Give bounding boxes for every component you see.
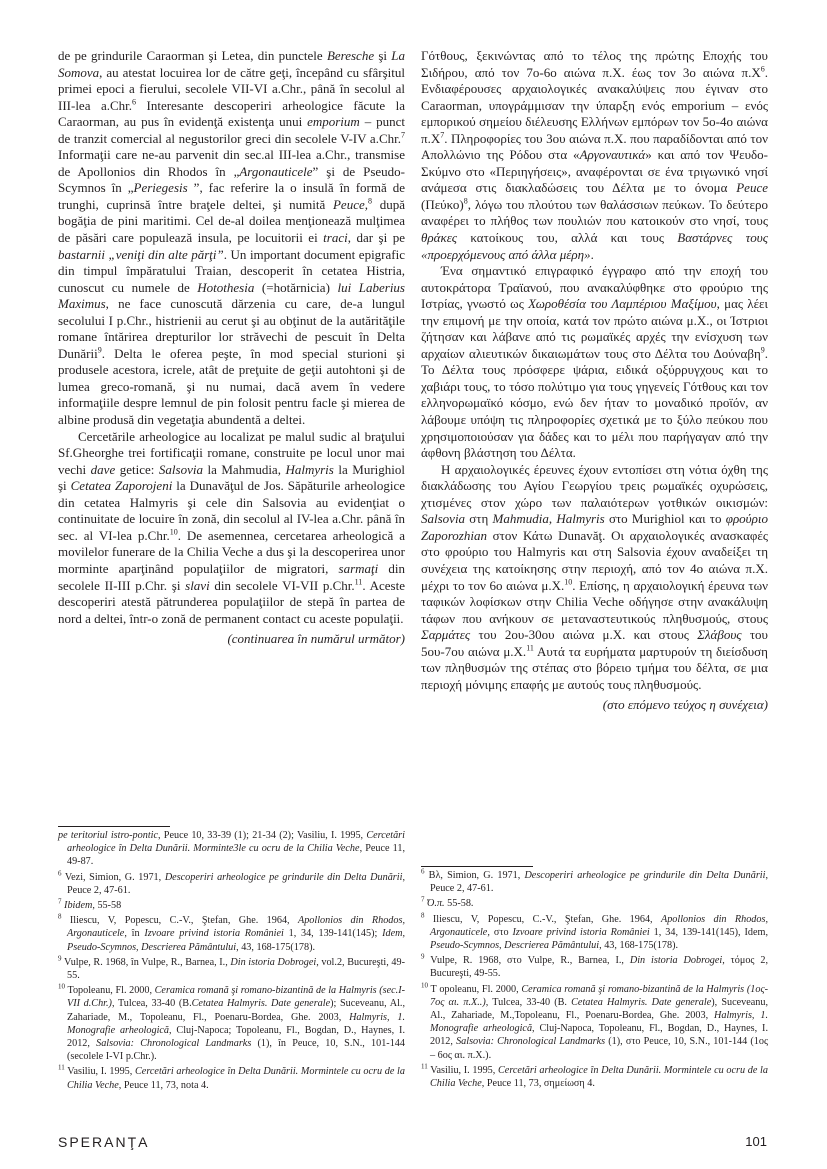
text-run: Γότθους, ξεκινώντας από το τέλος της πρώτης Εποχής του Σιδήρου, από τον 7ο-6ο αιώνα π.Χ. έως τον 3ο αιώνα π.Χ — [421, 48, 768, 80]
text-run: , λόγω του πλούτου των θαλάσσιων πεύκων. Το δεύτερο αναφέρει το πλήθος των πουλιών που κατοικούν στο νησί, τους — [421, 196, 768, 229]
text-run: 1, 34, 139-141(145), Idem, — [649, 926, 768, 938]
text-run: του 2ου-30ου αιώνα μ.Χ. και στους — [470, 627, 698, 643]
footnote-number: 9 — [58, 954, 62, 963]
text-run: , Peuce 2, 47-61. — [430, 870, 769, 895]
footnote-rule — [421, 866, 533, 867]
text-run: , Cluj-Napoca; Topoleanu, Fl., Bogdan, D., Haynes, I. 2012, — [67, 1024, 405, 1050]
footnote — [421, 983, 768, 1062]
text-run: , μας λέει την επιμονή με την οποία, κατά τον πρώτο αιώνα μ.Χ., οι Ίστριοι ζήτησαν και λάβανε από τις ρωμαϊκές αρχές την ενίσχυση των αρχαίων αλιευτικών δικαιωμάτων τους στο Δέλτα του Δούναβη — [421, 296, 768, 361]
text-run: . De asemennea, cercetarea arheologică a movilelor funerare de la Chilia Veche a dus şi la descoperirea unor morminte aparţinând populaţiilor de migratori, — [58, 527, 405, 576]
text-run: , vol.2, Bucureşti, 49-55. — [67, 956, 405, 982]
text-run: din secolele II-III p.Chr. şi — [58, 560, 405, 593]
text-run: La Somova — [58, 48, 406, 80]
footnote — [58, 984, 405, 1063]
text-run: Η αρχαιολογικές έρευνες έχουν εντοπίσει στη νότια όχθη της διακλάδωσης του Αγίου Γεωργίου τρεις ρωμαϊκές οχυρώσεις, χτισμένες στον χώρο των παλαιότερων γοτθικών οικισμών: — [421, 461, 768, 510]
text-run: , — [364, 196, 368, 212]
text-run: θράκες — [421, 230, 458, 246]
text-run: Peuce — [736, 180, 768, 196]
left-paragraph-2 — [58, 429, 405, 628]
text-run: pe teritoriul istro-pontic — [58, 830, 159, 841]
text-run: . Delta le oferea peşte, în mod special sturioni şi produsele acestora, icrele, atât de preţuite de geţii autohtoni şi de lumea greco-romană, şi nu numai, dacă avem în vedere informaţiile despre lemnul de pin folosit pentru facle şi mierea de albine produsă din vegetaţia abundentă a deltei. — [58, 345, 405, 428]
text-run: Iliescu, V, Popescu, C.-V., Ştefan, Ghe. 1964, — [432, 913, 661, 925]
text-run: , Peuce 2, 47-61. — [67, 871, 405, 896]
text-run: lui Laberius Maximus — [58, 279, 405, 312]
text-run: Pseudo-Scymnos, Descrierea Pământului — [430, 940, 600, 952]
left-paragraph-1 — [58, 48, 405, 429]
text-run: , Tulcea, 33-40 (B. — [485, 996, 572, 1008]
text-run: στον Κάτω Dunavăţ. Οι αρχαιολογικές ανασκαφές στο φρούριο του Halmyris και στη Salsovia έχουν αναδείξει τη συνέχεια της κατοίκησης στην περιοχή, από τον 4ο αιώνα π.Χ. μέχρι το τον 6ο αιώνα μ.Χ. — [421, 527, 768, 593]
text-run: şi — [374, 48, 392, 63]
footnote-ref: 7 — [440, 130, 445, 140]
footnote-ref: 10 — [169, 527, 178, 537]
text-run: la Murighiol şi — [58, 461, 405, 494]
footnote-ref: 7 — [401, 130, 405, 140]
text-run: . — [590, 246, 594, 262]
text-run: getice: — [115, 461, 159, 477]
text-run: ), Suceveanu, Al., Zahariade, M.,Topoleanu, Fl., Poenaru-Bordea, Ghe. 2003, — [430, 996, 768, 1022]
text-run: Ibidem — [64, 900, 93, 912]
footnote-number: 8 — [421, 911, 425, 920]
text-run: bastarnii „veniţi din alte părţi” — [58, 246, 224, 262]
text-run: Argonauticele — [239, 163, 313, 179]
text-run: (Πεύκο) — [421, 196, 464, 212]
text-run: Periegesis — [133, 180, 188, 196]
text-run: Salsovia — [421, 511, 466, 527]
text-run: (1), στο Peuce, 10, S.N., 101-144 (1ος – 6ος αι. π.Χ.). — [430, 1036, 768, 1061]
text-run: στο Murighiol και το — [604, 511, 726, 527]
text-run: , în — [124, 928, 145, 940]
text-run: Ένα σημαντικό επιγραφικό έγγραφο από την εποχή του αυτοκράτορα Τραϊανού, που ανακαλύφθηκε στο φρούριο της Ιστρίας, γνωστό ως — [421, 263, 768, 312]
text-run: 1, 34, 139-141(145); — [283, 928, 383, 940]
text-run: Σαρμάτες — [421, 627, 471, 643]
footnote — [421, 954, 768, 980]
text-run: Ceramica romană şi romano-bizantină de la Halmyris (sec.I-VII d.Chr.) — [67, 985, 405, 1010]
text-run: . Το Δέλτα τους πρόσφερε ψάρια, ειδικά οξύρρυγχους και το χαβιάρι τους, το τόσο πολύτιμο για τους γηγενείς Γότθους και τον ελληνορωμαϊκό κόσμο, ενώ δεν ήταν το μοναδικό προϊόν, αν λάβουμε υπόψη τις πληροφορίες σχετικά με το ξύλο πεύκου που χρησιμοποιούσαν για δάδες και το μέλι που παρήγαγαν από την άφθονη βλάστηση του Δέλτα. — [421, 345, 768, 461]
text-run: . Πληροφορίες του 3ου αιώνα π.Χ. που παραδίδονται από τον Απολλώνιο της Ρόδου στα « — [421, 130, 768, 163]
footnote — [421, 913, 768, 953]
text-run: του 5ου-7ου αιώνα μ.Χ. — [421, 627, 768, 659]
text-run: , 55-58 — [92, 900, 122, 912]
text-run: emporium — [307, 114, 360, 130]
footnote — [58, 829, 405, 869]
footnote — [421, 1064, 768, 1090]
text-run: , Peuce 11, 73, nota 4. — [118, 1079, 209, 1091]
text-run: . Aceste descoperiri atestă pătrunderea populaţiilor de stepă în partea de nord a deltei, într-o zonă de permanent contact cu aceste populaţii. — [58, 577, 405, 626]
footnotes-right — [421, 866, 768, 1092]
text-run: Halmyris, 1. Monografie arheologică — [67, 1011, 405, 1036]
text-run: , dar şi pe — [347, 230, 405, 246]
text-run: 55-58. — [444, 898, 474, 910]
text-run: traci — [323, 230, 348, 246]
footnote-number: 10 — [58, 982, 65, 991]
text-run: ” şi de Pseudo-Scymnos în „ — [58, 163, 406, 196]
text-run: Descoperiri arheologice pe grindurile din Delta Dunării — [524, 870, 766, 881]
text-run: , 43, 168-175(178). — [236, 941, 316, 953]
footnote-number: 7 — [421, 896, 425, 905]
text-run: Descoperiri arheologice pe grindurile din Delta Dunării — [164, 871, 403, 883]
text-run: Iliescu, V, Popescu, C.-V., Ştefan, Ghe. 1964, — [69, 915, 298, 927]
text-run: Interesante descoperiri arheologice făcute la Caraorman, au pus în evidenţă existenţa unui — [58, 97, 405, 130]
left-continued-note: (continuarea în numărul următor) — [227, 631, 405, 647]
footnote-ref: 10 — [564, 577, 573, 587]
text-run: , τόμος 2, Bucureşti, 49-55. — [430, 955, 769, 980]
text-run: ”, fac referire la o insulă în formă de trunghi, cuprinsă între braţele deltei, şi numită — [58, 180, 406, 212]
footnote-number: 11 — [58, 1064, 65, 1073]
footnote-number: 6 — [58, 869, 62, 878]
right-paragraph-3 — [421, 462, 768, 694]
text-run: Izvoare privind istoria României — [144, 928, 284, 940]
footnote-ref: 6 — [132, 97, 137, 107]
footnote — [58, 899, 405, 912]
text-run: κατοίκους του, αλλά και τους — [457, 230, 678, 246]
text-run: Informaţii care ne-au parvenit din sec.al III-lea a.Chr., transmise de Apollonios din Rhodos în „ — [58, 147, 405, 179]
text-run: Vulpe, R. 1968, στο Vulpe, R., Barnea, I., — [430, 955, 630, 967]
text-run: Din istoria Dobrogei — [629, 955, 723, 967]
footnote — [421, 869, 768, 895]
text-run: Cetatea Zaporojeni — [70, 478, 173, 494]
text-run: Σλάβους — [697, 627, 742, 643]
text-run: στη — [465, 511, 493, 527]
text-run: Cercetările arheologice au localizat pe malul sudic al braţului Sf.Gheorghe trei fortificaţii romane, construite pe locul unor mai vechi — [58, 428, 405, 477]
text-run: Apollonios din Rhodos, Argonauticele — [67, 915, 406, 940]
text-run: Αυτά τα ευρήματα μαρτυρούν τη διείσδυση των πληθυσμών της στέπας στο βόρειο τμήμα του δέλτα, σε μια περιοχή μόνιμης επαφής με αυτούς τους πληθυσμούς. — [421, 643, 768, 692]
text-run: Ceramica romană şi romano-bizantină de la Halmyris (1ος- 7ος αι. π.Χ..) — [430, 983, 768, 1008]
page-number: 101 — [745, 1134, 767, 1149]
left-column — [58, 48, 405, 648]
text-run: , Tulcea, 33-40 (B. — [111, 998, 192, 1010]
footnotes-left — [58, 826, 405, 1094]
text-run: , Peuce 11, 49-87. — [67, 843, 405, 868]
footnote-number: 7 — [58, 897, 62, 906]
footnote-number: 6 — [421, 867, 425, 876]
footnotes-right-list — [421, 869, 768, 1090]
text-run: Idem, Pseudo-Scymnos, Descrierea Pământului — [67, 928, 405, 953]
text-run: dave — [90, 461, 116, 477]
text-run: Salsovia: Chronological Landmarks — [456, 1036, 606, 1048]
text-run: Cercetări arheologice în Delta Dunării. Mormintele cu ocru de la Chilia Veche — [67, 1066, 405, 1091]
text-run: Izvoare privind istoria României — [512, 926, 650, 938]
text-run: după bogăţia de pini maritimi. Cel de-al doilea menţionează mulţimea de păsări care populează insula, pe locuitorii ei — [58, 196, 405, 246]
text-run: . Επίσης, η αρχαιολογική έρευνα των ταφικών λοφίσκων στην Chilia Veche οδήγησε στην ανακάλυψη τάφων που ανήκουν σε μεταναστευτικούς πληθυσμούς, στους — [421, 577, 768, 626]
footnote-ref: 8 — [463, 196, 468, 206]
text-run: Halmyris — [285, 461, 334, 477]
text-run: , Cluj-Napoca, Topoleanu, Fl., Bogdan, D., Haynes, I. 2012, — [430, 1023, 768, 1048]
text-run: Cetatea Halmyris. Date generale — [191, 998, 331, 1010]
text-run: Salsovia — [158, 461, 203, 477]
footnote-number: 10 — [421, 981, 428, 990]
text-run: Halmyris, 1. Monografie arheologică — [430, 1010, 768, 1035]
text-run: Topoleanu, Fl. 2000, — [67, 985, 155, 997]
text-run: Vasiliu, I. 1995, — [430, 1064, 498, 1076]
footnote-number: 11 — [421, 1062, 428, 1071]
right-column — [421, 48, 768, 714]
text-run: sarmaţi — [338, 560, 379, 576]
footnote — [58, 871, 405, 897]
text-run: Χωροθέσία του Λαμπέριου Μαξίμου — [528, 296, 717, 312]
text-run: . Ενδιαφέρουσες αρχαιολογικές ανακαλύψεις που έγιναν στο Caraorman, υπογράμμισαν την ύπαρξη ενός emporium – ενός εμπορικού σημείου διέλευσης Ελλήνων εμπόρων τον 5ο-4ο αιώνα π.Χ — [421, 64, 768, 146]
text-run: . Un important document epigrafic din timpul împăratului Traian, descoperit în cetatea Histria, cunoscut cu numele de — [58, 246, 405, 295]
footnote-number: 9 — [421, 952, 425, 961]
text-run: , — [548, 511, 557, 527]
text-run: Vezi, Simion, G. 1971, — [64, 871, 165, 883]
text-run: (1), în Peuce, 10, S.N., 101-144 (secolele I-VI p.Chr.). — [67, 1038, 405, 1063]
text-run: Vulpe, R. 1968, în Vulpe, R., Barnea, I., — [63, 956, 231, 968]
text-run: Βλ, Simion, G. 1971, — [428, 870, 525, 881]
footnote-ref: 11 — [526, 643, 534, 653]
footnotes-left-list — [58, 829, 405, 1092]
footnote-ref: 11 — [354, 577, 363, 587]
text-run: Βαστάρνες τους «προερχόμενους από άλλα μέρη» — [421, 230, 768, 262]
text-run: » και από τον Ψευδο-Σκύμνο στο «Περιηγήσεις», αναφέρονται σε ένα τριγωνικό νησί ανάμεσα στις διακλαδώσεις του Δέλτα με το όνομα — [421, 147, 768, 196]
text-run: Ό.π. — [427, 898, 445, 910]
text-run: la Mahmudia, — [202, 461, 286, 477]
footnote-rule — [58, 826, 170, 827]
text-run: στο — [489, 926, 513, 938]
text-run: Αργοναυτικά — [579, 147, 646, 163]
text-run: de pe grindurile Caraorman şi Letea, din punctele — [58, 48, 327, 63]
text-run: ); Suceveanu, Al., Zahariade, M., Topoleanu, Fl., Poenaru-Bordea, Ghe. 2003, — [67, 998, 406, 1023]
text-run: , au atestat locuirea lor de către geţi, începând cu sfârşitul primei epoci a fierului, secolele VII-VI a.Chr., până în secolul al III-lea a.Chr. — [58, 64, 405, 113]
magazine-brand: SPERANŢA — [58, 1134, 150, 1150]
footnote — [421, 897, 768, 910]
text-run: din secolele VI-VII p.Chr. — [209, 577, 355, 593]
text-run: T opoleanu, Fl. 2000, — [430, 983, 522, 995]
text-run: Din istoria Dobrogei — [230, 956, 317, 968]
right-paragraph-1 — [421, 48, 768, 263]
text-run: la Dunavăţul de Jos. Săpăturile arheologice din cetatea Halmyris şi cele din Salsovia au evidenţiat o continuitate de locuire în zonă, din secolul al IV-lea a.Chr. până în sec. al VI-lea p.Chr. — [58, 478, 405, 543]
footnote — [58, 956, 405, 982]
text-run: Apollonios din Rhodos, Argonauticele, — [430, 913, 769, 938]
text-run: Cercetări arheologice în Delta Dunării. Morminte3le cu ocru de la Chilia Veche — [67, 830, 405, 855]
text-run: Vasiliu, I. 1995, — [67, 1066, 135, 1078]
text-run: (=hotărnicia) — [254, 279, 338, 295]
footnote-ref: 9 — [97, 345, 102, 355]
text-run: , ne face cunoscută dărzenia cu care, de-a lungul secolului I p.Chr., histrienii au cerut şi au obţinut de la autărităţile romane întărirea drepturilor lor străvechi de pescuit în Delta Dunării — [58, 296, 405, 361]
footnote-ref: 9 — [760, 345, 765, 355]
text-run: Peuce — [332, 196, 365, 212]
text-run: , Peuce 10, 33-39 (1); 21-34 (2); Vasiliu, I. 1995, — [158, 830, 367, 841]
text-run: Salsovia: Chronological Landmarks — [96, 1038, 252, 1050]
text-run: φρούριο Zaporozhian — [421, 511, 768, 543]
text-run: , Peuce 11, 73, σημείωση 4. — [481, 1078, 595, 1090]
text-run: Cercetări arheologice în Delta Dunării. Mormintele cu ocru de la Chilia Veche — [430, 1064, 768, 1090]
footnote — [58, 914, 405, 954]
footnote-ref: 6 — [760, 64, 765, 74]
text-run: Hotothesia — [197, 279, 255, 295]
footnote-number: 8 — [58, 912, 62, 921]
text-run: Halmyris — [556, 511, 605, 527]
text-run: , 43, 168-175(178). — [599, 940, 679, 952]
right-continued-note: (στο επόμενο τεύχος η συνέχεια) — [602, 697, 768, 713]
right-paragraph-2 — [421, 263, 768, 462]
text-run: Beresche — [326, 48, 375, 63]
footnote — [58, 1065, 405, 1091]
text-run: Cetatea Halmyris. Date generale — [571, 996, 712, 1008]
text-run: Mahmudia — [492, 511, 549, 527]
text-run: – punct de tranzit comercial al negustorilor greci din secolele V-IV a.Chr. — [58, 114, 405, 146]
footnote-ref: 8 — [368, 196, 372, 206]
text-run: slavi — [185, 577, 210, 593]
